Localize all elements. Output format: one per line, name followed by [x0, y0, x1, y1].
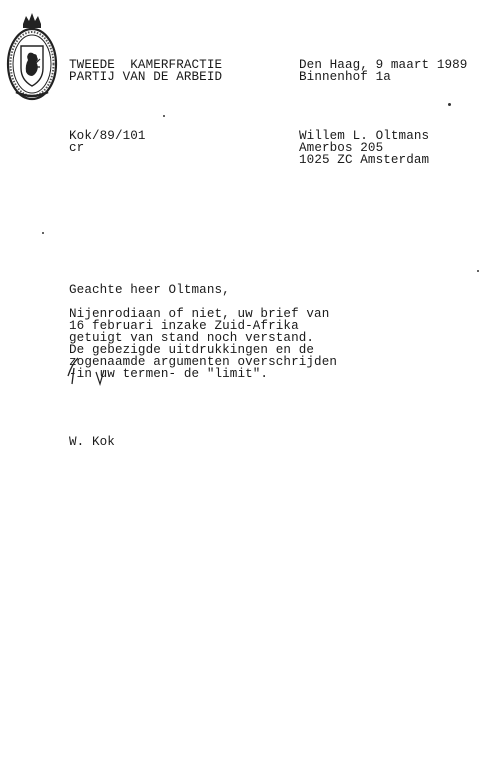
- sender-address: Binnenhof 1a: [299, 70, 391, 84]
- body-line: De gebezigde uitdrukkingen en de: [69, 343, 315, 357]
- salutation: Geachte heer Oltmans,: [69, 283, 230, 297]
- place-date: Den Haag, 9 maart 1989: [299, 58, 468, 72]
- scan-speck: [42, 232, 44, 234]
- recipient-city: 1025 ZC Amsterdam: [299, 153, 430, 167]
- scan-speck: [448, 103, 451, 106]
- body-line: zogenaamde argumenten overschrijden: [69, 355, 338, 369]
- dutch-lion-seal-icon: [6, 10, 58, 102]
- scan-speck: [477, 270, 479, 272]
- body-line: 16 februari inzake Zuid-Afrika: [69, 319, 299, 333]
- body-line: getuigt van stand noch verstand.: [69, 331, 315, 345]
- body-line: Nijenrodiaan of niet, uw brief van: [69, 307, 330, 321]
- body-line: -in uw termen- de "limit".: [69, 367, 269, 381]
- org-line-2: PARTIJ VAN DE ARBEID: [69, 70, 223, 84]
- scan-speck: [163, 115, 165, 117]
- recipient-street: Amerbos 205: [299, 141, 384, 155]
- reference-number: Kok/89/101: [69, 129, 146, 143]
- recipient-name: Willem L. Oltmans: [299, 129, 430, 143]
- handwritten-correction-marks: [62, 354, 112, 390]
- signature-name: W. Kok: [69, 435, 115, 449]
- reference-initials: cr: [69, 141, 85, 155]
- org-line-1: TWEEDE KAMERFRACTIE: [69, 58, 223, 72]
